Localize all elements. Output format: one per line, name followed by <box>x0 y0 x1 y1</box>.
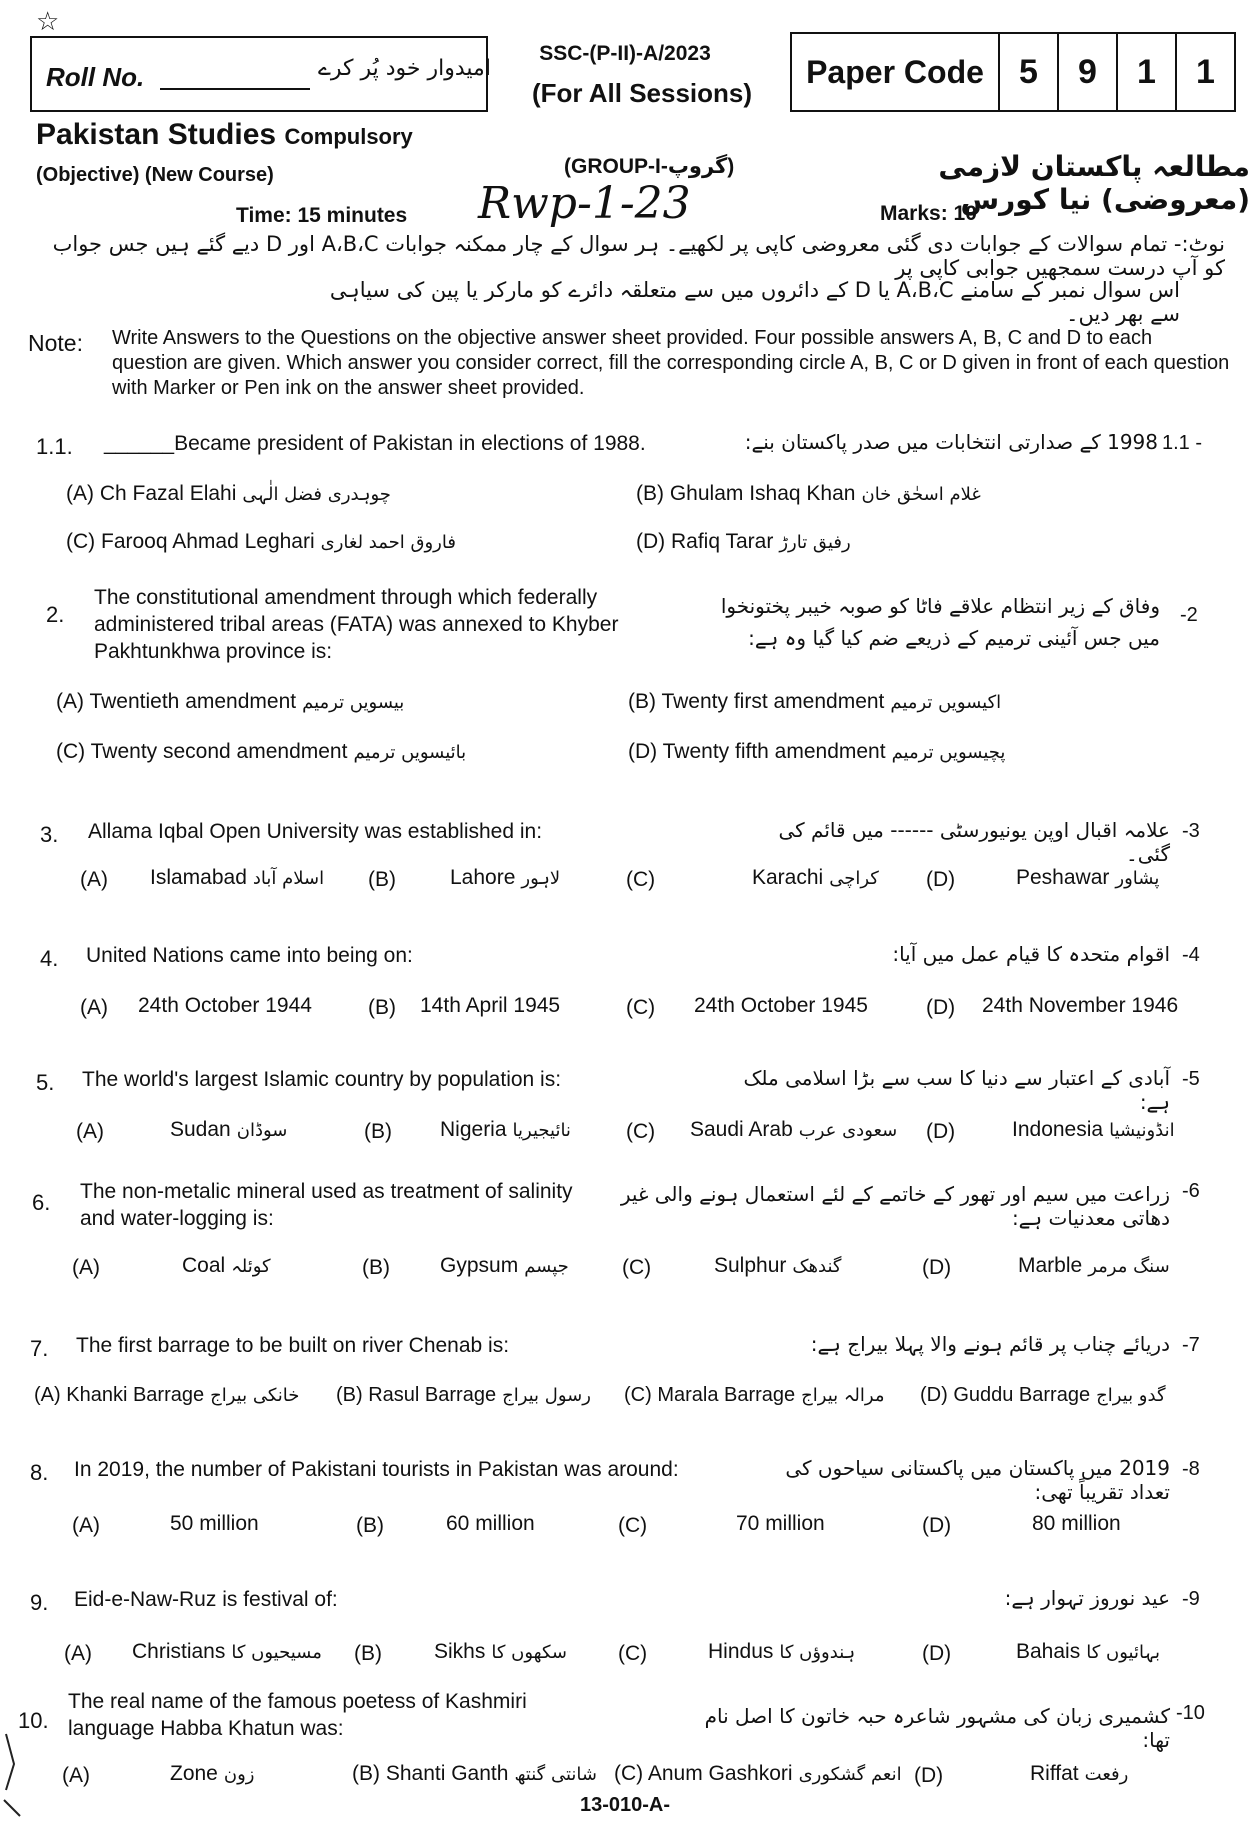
option-label: (B) <box>636 482 664 505</box>
option-d-label: (D) <box>922 1642 952 1665</box>
question-number-urdu: -6 <box>1182 1180 1200 1202</box>
option-text: 24th November 1946 <box>982 994 1179 1017</box>
option-a-label: (A) <box>80 996 108 1019</box>
option-text-urdu: پشاور <box>1115 868 1160 889</box>
option-c-label: (C) <box>626 1120 656 1143</box>
option-label: (C) <box>66 530 96 553</box>
roll-number-urdu-label: امیدوار خود پُر کرے <box>318 56 491 81</box>
option-label: (A) <box>34 1384 61 1406</box>
question-text: The world's largest Islamic country by population is: <box>82 1068 562 1091</box>
option-text: Coal <box>182 1254 226 1277</box>
option-b[interactable] <box>628 690 1001 714</box>
option-text-urdu: رفعت <box>1084 1764 1129 1785</box>
question-text-urdu: 2019 میں پاکستان میں پاکستانی سیاحوں کی تعداد تقریباً تھی: <box>785 1456 1170 1504</box>
subject-title <box>36 118 413 152</box>
option-b-label: (B) <box>362 1256 390 1279</box>
option-d[interactable] <box>1012 1118 1175 1142</box>
question-number: 3. <box>40 822 59 847</box>
option-text-urdu: نائیجیریا <box>512 1120 571 1141</box>
option-text: Twenty first amendment <box>661 690 885 713</box>
option-text: 60 million <box>446 1512 535 1535</box>
subject-title-urdu: مطالعہ پاکستان لازمی (معروضی) نیا کورس <box>938 150 1250 216</box>
question-number-urdu: -7 <box>1182 1334 1200 1356</box>
question-text-urdu: 1998 کے صدارتی انتخابات میں صدر پاکستان بنے: <box>744 430 1158 454</box>
option-text: Christians <box>132 1640 226 1663</box>
option-b-label: (B) <box>354 1642 382 1665</box>
subject-suffix: Compulsory <box>284 124 413 149</box>
option-text: Gypsum <box>440 1254 519 1277</box>
option-text: Twentieth amendment <box>89 690 297 713</box>
option-text: Guddu Barrage <box>953 1384 1091 1406</box>
option-d-label: (D) <box>914 1764 944 1787</box>
option-text-urdu: بائیسویں ترمیم <box>353 742 467 763</box>
option-d[interactable] <box>920 1384 1166 1407</box>
option-text-urdu: پچیسویں ترمیم <box>891 742 1006 763</box>
question-number: 1.1. <box>36 434 73 459</box>
option-a[interactable] <box>56 690 404 714</box>
question-number-urdu: -5 <box>1182 1068 1200 1090</box>
option-text: Sulphur <box>714 1254 787 1277</box>
option-text-urdu: سنگ مرمر <box>1088 1256 1170 1277</box>
option-text: Shanti Ganth <box>385 1762 509 1785</box>
option-text: Ghulam Ishaq Khan <box>669 482 856 505</box>
option-text-urdu: انعم گشکوری <box>798 1764 902 1785</box>
option-c-label: (C) <box>626 868 656 891</box>
option-text: Ch Fazal Elahi <box>99 482 237 505</box>
option-b[interactable] <box>352 1762 597 1786</box>
option-a-label: (A) <box>72 1514 100 1537</box>
option-text-urdu: گندھک <box>792 1256 842 1277</box>
option-a-label: (A) <box>80 868 108 891</box>
option-text: Rafiq Tarar <box>671 530 774 553</box>
option-text: 24th October 1945 <box>694 994 868 1017</box>
option-text-urdu: سوڈان <box>236 1120 288 1141</box>
question-text-urdu: زراعت میں سیم اور تھور کے خاتمے کے لئے استعمال ہونے والی غیر دھاتی معدنیات ہے: <box>620 1182 1170 1230</box>
option-text-urdu: جپسم <box>524 1256 569 1277</box>
option-c[interactable] <box>708 1640 855 1664</box>
question-number: 7. <box>30 1336 49 1361</box>
paper-code-digit: 1 <box>1118 34 1177 110</box>
question-text-urdu: کشمیری زبان کی مشہور شاعرہ حبہ خاتون کا اصل نام تھا: <box>704 1704 1170 1752</box>
option-d-label: (D) <box>926 996 956 1019</box>
option-a-label: (A) <box>76 1120 104 1143</box>
option-d[interactable] <box>1030 1762 1128 1786</box>
group-label: (GROUP-I-گروپ) <box>564 155 735 178</box>
option-text: 50 million <box>170 1512 259 1535</box>
question-text: In 2019, the number of Pakistani tourists in Pakistan was around: <box>74 1458 679 1481</box>
option-label: (B) <box>336 1384 363 1406</box>
question-text: United Nations came into being on: <box>86 944 413 967</box>
option-c[interactable] <box>714 1254 841 1278</box>
question-text-urdu: وفاق کے زیر انتظام علاقے فاٹا کو صوبہ خیبر پختونخوا میں جس آئینی ترمیم کے ذریعے ضم کیا گیا وہ ہے: <box>720 594 1160 650</box>
option-d[interactable] <box>1016 866 1159 890</box>
option-text-urdu: انڈونیشیا <box>1109 1120 1175 1141</box>
note-text: Write Answers to the Questions on the objective answer sheet provided. Four possible answers A, B, C and D to each question are given. Which answer you consider correct, fill the corresponding circle A, B, C or D given in front of each question with Marker or Pen ink on the answer sheet provided. <box>112 327 1230 399</box>
option-b[interactable] <box>336 1384 591 1407</box>
option-text-urdu: لاہور <box>521 868 561 889</box>
option-d[interactable] <box>628 740 1005 764</box>
question-text: The real name of the famous poetess of Kashmiri language Habba Khatun was: <box>68 1690 527 1740</box>
option-text: Marble <box>1018 1254 1083 1277</box>
question-text-urdu: عید نوروز تہوار ہے: <box>1004 1586 1170 1610</box>
option-c-label: (C) <box>626 996 656 1019</box>
question-number-urdu: -3 <box>1182 820 1200 842</box>
option-text: Saudi Arab <box>690 1118 793 1141</box>
option-text-urdu: خانکی بیراج <box>210 1385 300 1406</box>
option-d-label: (D) <box>926 868 956 891</box>
question-number: 4. <box>40 946 59 971</box>
option-label: (D) <box>920 1384 948 1406</box>
option-b[interactable] <box>440 1118 571 1142</box>
option-text: Peshawar <box>1016 866 1110 889</box>
option-c[interactable] <box>736 1512 825 1536</box>
question-number: 8. <box>30 1460 49 1485</box>
option-label: (B) <box>352 1762 380 1785</box>
option-b[interactable] <box>636 482 981 506</box>
subject-name: Pakistan Studies <box>36 118 277 151</box>
option-label: (A) <box>66 482 94 505</box>
option-b-label: (B) <box>368 868 396 891</box>
option-text-urdu: سعودی عرب <box>798 1120 898 1141</box>
option-text: Lahore <box>450 866 516 889</box>
time-label: Time: 15 minutes <box>236 204 408 227</box>
option-c[interactable] <box>614 1762 902 1786</box>
question-text: The non-metalic mineral used as treatment of salinity and water-logging is: <box>80 1180 573 1230</box>
option-text-urdu: ہندوؤں کا <box>779 1642 856 1663</box>
option-c[interactable] <box>66 530 456 554</box>
footer-code: 13-010-A- <box>579 1794 671 1816</box>
option-text-urdu: فاروق احمد لغاری <box>320 532 456 553</box>
question-number: 6. <box>32 1190 51 1215</box>
option-text: Rasul Barrage <box>368 1384 497 1406</box>
option-b-label: (B) <box>364 1120 392 1143</box>
paper-code-box <box>790 32 1236 112</box>
question-number: 9. <box>30 1590 49 1615</box>
paper-code-digit: 5 <box>1000 34 1059 110</box>
question-text-urdu: آبادی کے اعتبار سے دنیا کا سب سے بڑا اسلامی ملک ہے: <box>743 1066 1170 1114</box>
option-c[interactable] <box>694 994 868 1018</box>
option-d[interactable] <box>1018 1254 1170 1278</box>
question-text-urdu: علامہ اقبال اوپن یونیورسٹی ------ میں قائم کی گئی۔ <box>778 818 1170 866</box>
option-d[interactable] <box>1032 1512 1121 1536</box>
option-b[interactable] <box>420 994 560 1018</box>
option-text: Khanki Barrage <box>66 1384 205 1406</box>
roll-number-label: Roll No. <box>46 62 145 92</box>
option-text: Riffat <box>1030 1762 1079 1785</box>
paper-code-digit: 1 <box>1196 52 1215 91</box>
question-text: Eid-e-Naw-Ruz is festival of: <box>74 1588 338 1611</box>
option-a[interactable] <box>34 1384 299 1407</box>
option-text-urdu: غلام اسحٰق خان <box>861 484 981 505</box>
paper-code-digit: 9 <box>1059 34 1118 110</box>
option-c-label: (C) <box>622 1256 652 1279</box>
question-text-urdu: دریائے چناب پر قائم ہونے والا پہلا بیراج ہے: <box>810 1332 1170 1356</box>
option-d-label: (D) <box>922 1514 952 1537</box>
option-d[interactable] <box>636 530 851 554</box>
option-label: (C) <box>614 1762 644 1785</box>
option-a[interactable] <box>66 482 391 506</box>
option-text: Nigeria <box>440 1118 507 1141</box>
option-b-label: (B) <box>368 996 396 1019</box>
option-text-urdu: اکیسویں ترمیم <box>890 692 1002 713</box>
roll-number-field[interactable] <box>160 88 310 90</box>
option-text: Sikhs <box>434 1640 486 1663</box>
option-c-label: (C) <box>618 1642 648 1665</box>
note-label: Note: <box>28 330 83 356</box>
option-c-label: (C) <box>618 1514 648 1537</box>
question-text: The first barrage to be built on river Chenab is: <box>76 1334 510 1357</box>
option-text: Karachi <box>752 866 824 889</box>
option-b[interactable] <box>434 1640 567 1664</box>
option-text-urdu: رسول بیراج <box>502 1385 591 1406</box>
option-text-urdu: بیسویں ترمیم <box>302 692 405 713</box>
option-text: Twenty fifth amendment <box>662 740 886 763</box>
note-urdu-line-1: نوٹ:- تمام سوالات کے جوابات دی گئی معروضی کاپی پر لکھیے۔ ہر سوال کے چار ممکنہ جوابات A،B،C اور D دیے گئے ہیں جس جواب کو آپ درست سمجھیں جوابی کاپی پر <box>52 232 1225 280</box>
option-a[interactable] <box>150 866 324 890</box>
option-d[interactable] <box>982 994 1178 1018</box>
option-text: Hindus <box>708 1640 774 1663</box>
option-text: Anum Gashkori <box>647 1762 793 1785</box>
question-text: The constitutional amendment through which federally administered tribal areas (FATA) was annexed to Khyber Pakhtunkhwa province is: <box>94 586 619 663</box>
option-text-urdu: سکھوں کا <box>491 1642 567 1663</box>
option-b[interactable] <box>450 866 560 890</box>
option-text-urdu: چوہدری فضل الٰہی <box>242 484 391 505</box>
question-text: ______Became president of Pakistan in elections of 1988. <box>104 432 646 455</box>
option-a-label: (A) <box>64 1642 92 1665</box>
question-number: 5. <box>36 1070 55 1095</box>
question-number: 10. <box>18 1708 49 1733</box>
option-d-label: (D) <box>926 1120 956 1143</box>
option-text: 80 million <box>1032 1512 1121 1535</box>
question-number-urdu: -9 <box>1182 1588 1200 1610</box>
option-text-urdu: کوئلہ <box>231 1256 271 1277</box>
option-label: (C) <box>624 1384 652 1406</box>
option-a[interactable] <box>170 1512 259 1536</box>
option-text: 70 million <box>736 1512 825 1535</box>
question-text: Allama Iqbal Open University was established in: <box>88 820 543 843</box>
option-label: (A) <box>56 690 84 713</box>
option-text-urdu: بہائیوں کا <box>1086 1642 1160 1663</box>
option-text: Indonesia <box>1012 1118 1104 1141</box>
star-mark: ☆ <box>36 6 60 36</box>
option-a-label: (A) <box>72 1256 100 1279</box>
option-text-urdu: شانتی گنتھ <box>514 1764 597 1785</box>
option-text-urdu: کراچی <box>829 868 879 889</box>
option-c[interactable] <box>690 1118 897 1142</box>
option-text: 14th April 1945 <box>420 994 561 1017</box>
option-label: (B) <box>628 690 656 713</box>
option-c[interactable] <box>56 740 466 764</box>
option-text-urdu: مسیحیوں کا <box>231 1642 322 1663</box>
option-text: Islamabad <box>150 866 247 889</box>
option-text-urdu: اسلام آباد <box>252 868 325 889</box>
option-a[interactable] <box>182 1254 271 1278</box>
option-d[interactable] <box>1016 1640 1160 1664</box>
note-urdu-line-2: اس سوال نمبر کے سامنے A،B،C یا D کے دائروں میں سے متعلقہ دائرے کو مارکر یا پین کی سیاہی سے بھر دیں۔ <box>329 278 1180 326</box>
option-c[interactable] <box>752 866 879 890</box>
option-text-urdu: رفیق تارڑ <box>779 532 851 553</box>
option-text-urdu: مرالہ بیراج <box>801 1385 885 1406</box>
option-a-label: (A) <box>62 1764 90 1787</box>
question-number-urdu: -4 <box>1182 944 1200 966</box>
option-label: (D) <box>628 740 658 763</box>
option-c[interactable] <box>624 1384 885 1407</box>
option-text-urdu: گدو بیراج <box>1096 1385 1166 1406</box>
exam-code: SSC-(P-II)-A/2023 <box>539 42 711 65</box>
option-a[interactable] <box>132 1640 322 1664</box>
option-label: (D) <box>636 530 666 553</box>
paper-code-label: Paper Code <box>792 34 1000 110</box>
option-text: Farooq Ahmad Leghari <box>101 530 315 553</box>
option-text: Sudan <box>170 1118 231 1141</box>
question-text-urdu: اقوام متحدہ کا قیام عمل میں آیا: <box>892 942 1170 966</box>
question-number: 2. <box>46 602 65 627</box>
option-a[interactable] <box>170 1118 287 1142</box>
option-text: Marala Barrage <box>657 1384 796 1406</box>
option-b-label: (B) <box>356 1514 384 1537</box>
course-label: (Objective) (New Course) <box>36 164 274 186</box>
question-number-urdu: -8 <box>1182 1458 1200 1480</box>
option-a[interactable] <box>138 994 312 1018</box>
option-text: Zone <box>170 1762 218 1785</box>
option-text: Bahais <box>1016 1640 1081 1663</box>
option-d-label: (D) <box>922 1256 952 1279</box>
option-text: 24th October 1944 <box>138 994 312 1017</box>
option-b[interactable] <box>446 1512 535 1536</box>
question-number-urdu: 1.1 - <box>1162 432 1203 454</box>
question-number-urdu: -2 <box>1180 604 1198 626</box>
option-label: (C) <box>56 740 86 763</box>
handwritten-annotation: Rwp-1-23 <box>478 178 691 229</box>
sessions-label: (For All Sessions) <box>531 78 753 108</box>
option-text-urdu: زون <box>223 1764 255 1785</box>
option-b[interactable] <box>440 1254 569 1278</box>
option-a[interactable] <box>170 1762 254 1786</box>
question-number-urdu: -10 <box>1176 1702 1205 1724</box>
option-text: Twenty second amendment <box>90 740 348 763</box>
marks-label: Marks: 10 <box>880 202 977 225</box>
